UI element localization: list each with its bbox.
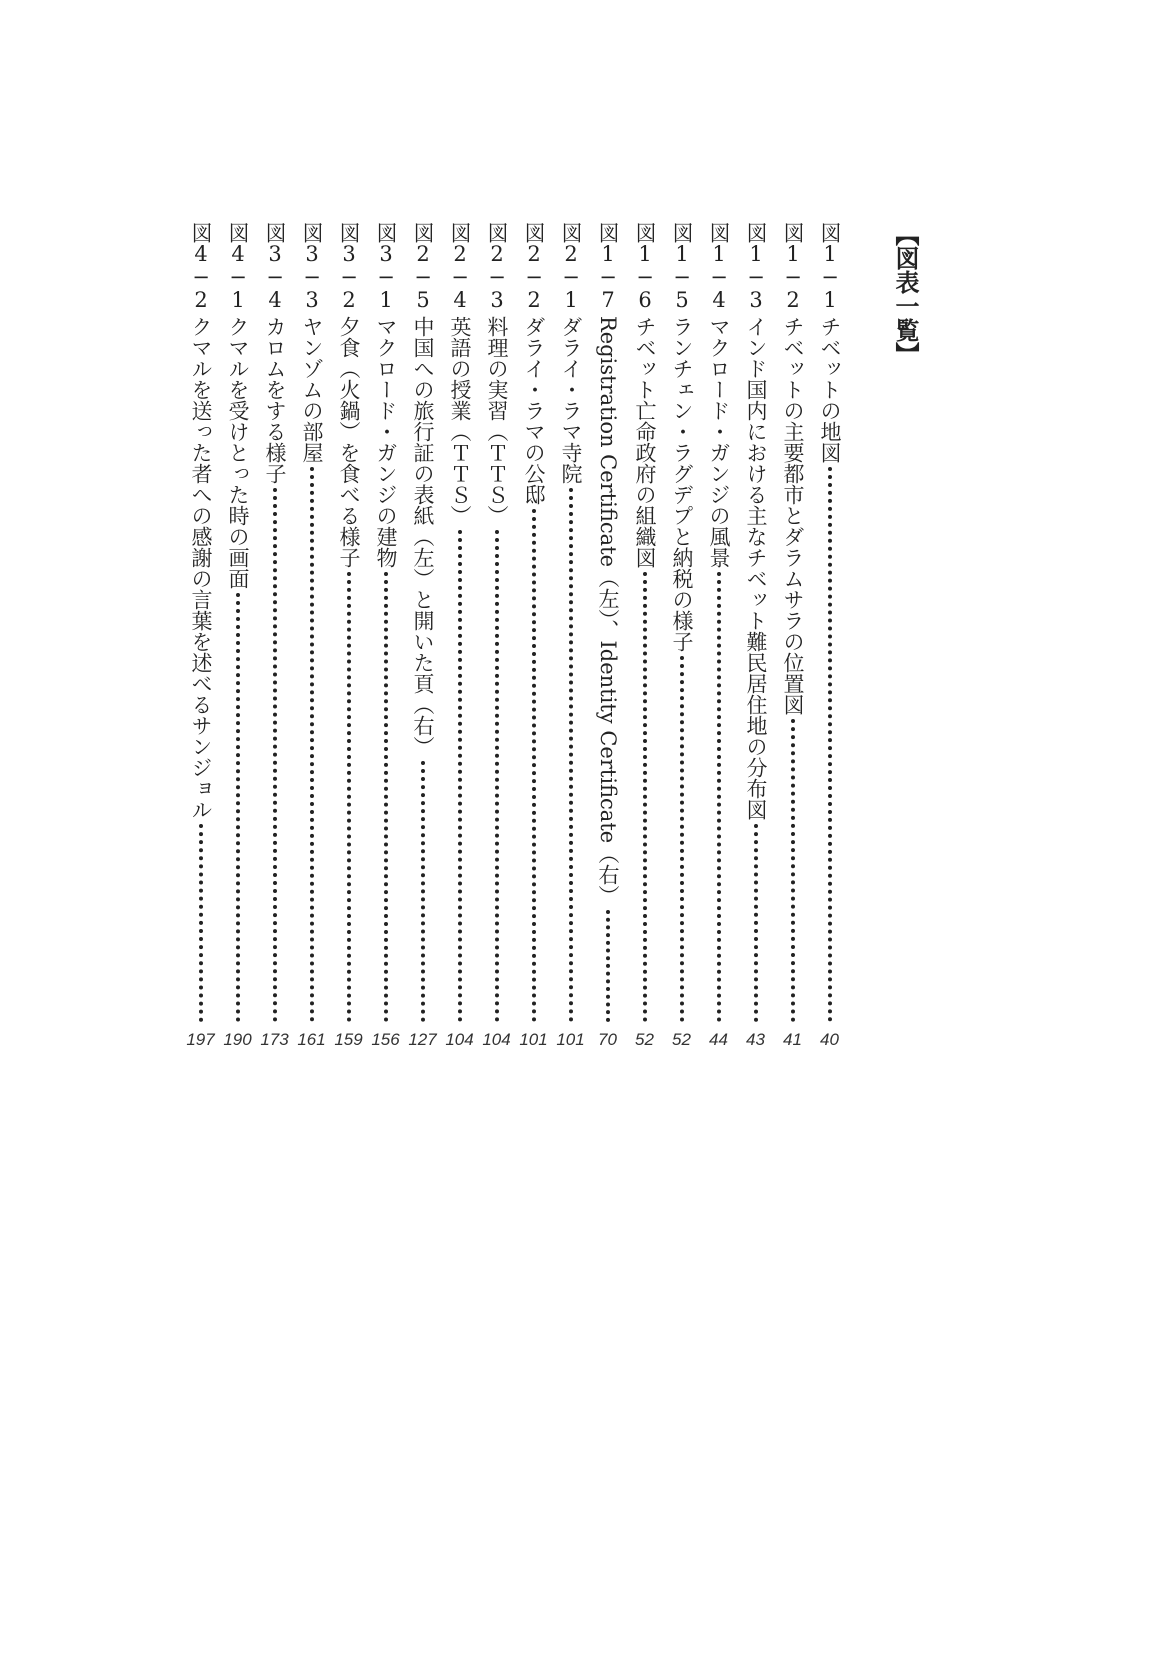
page-number: 52: [635, 1030, 654, 1049]
figure-number: 図1−2: [781, 222, 805, 311]
page-number: 173: [260, 1030, 289, 1049]
figure-entry: [515, 222, 552, 1052]
figure-title: ヤンゾムの部屋: [300, 316, 324, 463]
page-number: 70: [598, 1030, 617, 1049]
page-number: 41: [783, 1030, 802, 1049]
figure-number: 図1−4: [707, 222, 731, 311]
page-number: 197: [186, 1030, 215, 1049]
figure-title: ダライ・ラマ寺院: [559, 316, 583, 484]
figure-number: 図3−3: [300, 222, 324, 311]
dot-leader: [495, 530, 499, 1022]
figure-title: Registration Certificate（左）、Identity Certificate（右）: [596, 316, 620, 907]
figure-title: ダライ・ラマの公邸: [522, 316, 546, 505]
figure-title: 中国への旅行証の表紙（左）と開いた頁（右）: [411, 316, 435, 757]
figure-number: 図3−1: [374, 222, 398, 311]
dot-leader: [569, 488, 573, 1022]
figure-title: チベットの地図: [818, 316, 842, 463]
figure-entry: [256, 222, 293, 1052]
figure-number: 図2−2: [522, 222, 546, 311]
figure-number: 図1−5: [670, 222, 694, 311]
figure-entry: [404, 222, 441, 1052]
figure-title: クマルを受けとった時の画面: [226, 316, 250, 589]
page-number: 101: [556, 1030, 585, 1049]
figure-title: マクロード・ガンジの風景: [707, 316, 731, 568]
dot-leader: [717, 572, 721, 1022]
figure-title: チベットの主要都市とダラムサラの位置図: [781, 316, 805, 715]
dot-leader: [791, 719, 795, 1022]
figure-number: 図2−4: [448, 222, 472, 311]
page-number: 43: [746, 1030, 765, 1049]
page-number: 44: [709, 1030, 728, 1049]
dot-leader: [347, 572, 351, 1022]
dot-leader: [532, 509, 536, 1022]
figure-number: 図1−1: [818, 222, 842, 311]
figure-number: 図2−1: [559, 222, 583, 311]
figure-entry: [182, 222, 219, 1052]
page-number: 159: [334, 1030, 363, 1049]
figure-entry: [441, 222, 478, 1052]
figure-number: 図1−7: [596, 222, 620, 311]
dot-leader: [199, 824, 203, 1022]
page-number: 156: [371, 1030, 400, 1049]
figure-title: クマルを送った者への感謝の言葉を述べるサンジョル: [189, 316, 213, 820]
figure-entry: [330, 222, 367, 1052]
dot-leader: [680, 656, 684, 1022]
figure-number: 図2−3: [485, 222, 509, 311]
figure-number: 図1−6: [633, 222, 657, 311]
figure-number: 図4−2: [189, 222, 213, 311]
dot-leader: [421, 761, 425, 1022]
figure-title: カロムをする様子: [263, 316, 287, 484]
page-number: 101: [519, 1030, 548, 1049]
dot-leader: [828, 467, 832, 1022]
dot-leader: [310, 467, 314, 1022]
figure-title: 英語の授業（ＴＴＳ）: [448, 316, 472, 526]
figure-number: 図2−5: [411, 222, 435, 311]
figure-entry: [293, 222, 330, 1052]
figure-list: [182, 222, 848, 1052]
figure-title: チベット亡命政府の組織図: [633, 316, 657, 568]
figure-title: マクロード・ガンジの建物: [374, 316, 398, 568]
figure-title: 夕食（火鍋）を食べる様子: [337, 316, 361, 568]
dot-leader: [643, 572, 647, 1022]
figure-entry: [811, 222, 848, 1052]
figure-entry: [478, 222, 515, 1052]
dot-leader: [458, 530, 462, 1022]
figure-entry: [774, 222, 811, 1052]
figure-number: 図3−4: [263, 222, 287, 311]
figure-title: 料理の実習（ＴＴＳ）: [485, 316, 509, 526]
page-title: 【図表一覧】: [891, 222, 919, 366]
dot-leader: [236, 593, 240, 1022]
figure-entry: [626, 222, 663, 1052]
page-number: 190: [223, 1030, 252, 1049]
page-number: 104: [482, 1030, 511, 1049]
figure-title: インド国内における主なチベット難民居住地の分布図: [744, 316, 768, 820]
figure-entry: [737, 222, 774, 1052]
page-number: 52: [672, 1030, 691, 1049]
page-number: 104: [445, 1030, 474, 1049]
dot-leader: [606, 910, 610, 1022]
dot-leader: [384, 572, 388, 1022]
figure-number: 図1−3: [744, 222, 768, 311]
figure-title: ランチェン・ラグデプと納税の様子: [670, 316, 694, 652]
figure-entry: [700, 222, 737, 1052]
figure-entry: [663, 222, 700, 1052]
dot-leader: [754, 824, 758, 1022]
figure-entry: [367, 222, 404, 1052]
figure-number: 図4−1: [226, 222, 250, 311]
page-number: 161: [297, 1030, 326, 1049]
page-number: 40: [820, 1030, 839, 1049]
page-number: 127: [408, 1030, 437, 1049]
dot-leader: [273, 488, 277, 1022]
figure-entry: [219, 222, 256, 1052]
figure-entry: [589, 222, 626, 1052]
figure-number: 図3−2: [337, 222, 361, 311]
figure-entry: [552, 222, 589, 1052]
